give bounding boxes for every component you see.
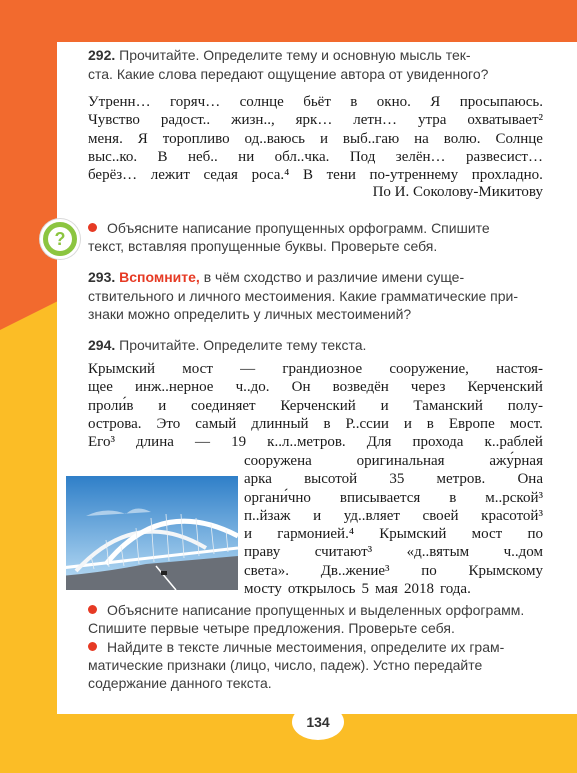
page-number: 134	[292, 704, 344, 740]
bullet-dot	[88, 642, 97, 651]
exercise-294-text: Крымский мост — грандиозное сооружение, настоя- щее инж..нерное ч..до. Он возведён через Керченский проли́в и соединяет Керченский и Таманский полу- острова. Это самый длинный в Р..ссии и в Европе мост. Его³ длина — 19 к..л..метров. Для прохода к..раблей	[88, 361, 543, 451]
crimean-bridge-photo	[66, 476, 238, 590]
question-icon: ?	[40, 219, 80, 259]
bullet-dot	[88, 605, 97, 614]
exercise-294-bullet-2: Найдите в тексте личные местоимения, определите их грам- матические признаки (лицо, число, падеж). Устно передайте содержание данного текста.	[88, 639, 505, 691]
exercise-294-bullet-1: Объясните написание пропущенных и выделенных орфограмм. Спишите первые четыре предложения. Проверьте себя.	[88, 602, 525, 636]
exercise-294-task: 294. Прочитайте. Определите тему текста.	[88, 337, 367, 353]
exercise-292-bullet: Объясните написание пропущенных орфограмм. Спишите текст, вставляя пропущенные буквы. Проверьте себя.	[88, 220, 490, 254]
exercise-293: 293. Вспомните, в чём сходство и различие имени суще- ствительного и личного местоимения. Какие грамматические при- знаки можно определить у личных местоимений?	[88, 269, 519, 322]
author-signature: По И. Соколову-Микитову	[372, 184, 543, 200]
exercise-294-text-wrapped: сооружена оригинальная ажу́рная арка высотой 35 метров. Она органи́чно вписывается в м..рской³ п..йзаж и уд..вляет своей красотой³ и гармонией.⁴ Крымский мост по праву считают³ «д..вятым ч..дом света». Дв..жение³ по Крымскому мосту открылось 5 мая 2018 года.	[244, 453, 543, 598]
exercise-292-text: Утренн… горяч… солнце бьёт в окно. Я просыпаюсь. Чувство радост.. жизн.., ярк… летн… утра охватывает² меня. Я торопливо од..ваюсь и выб..гаю на волю. Солнце выс..ко. В неб.. ни обл..чка. Под зелён… развесист… берёз… лежит седая роса.⁴ В тени по-утреннему прохладно.	[88, 94, 543, 184]
exercise-292-task: 292. Прочитайте. Определите тему и основную мысль тек- ста. Какие слова передают ощущение автора от увиденного?	[88, 47, 489, 82]
bullet-dot	[88, 223, 97, 232]
